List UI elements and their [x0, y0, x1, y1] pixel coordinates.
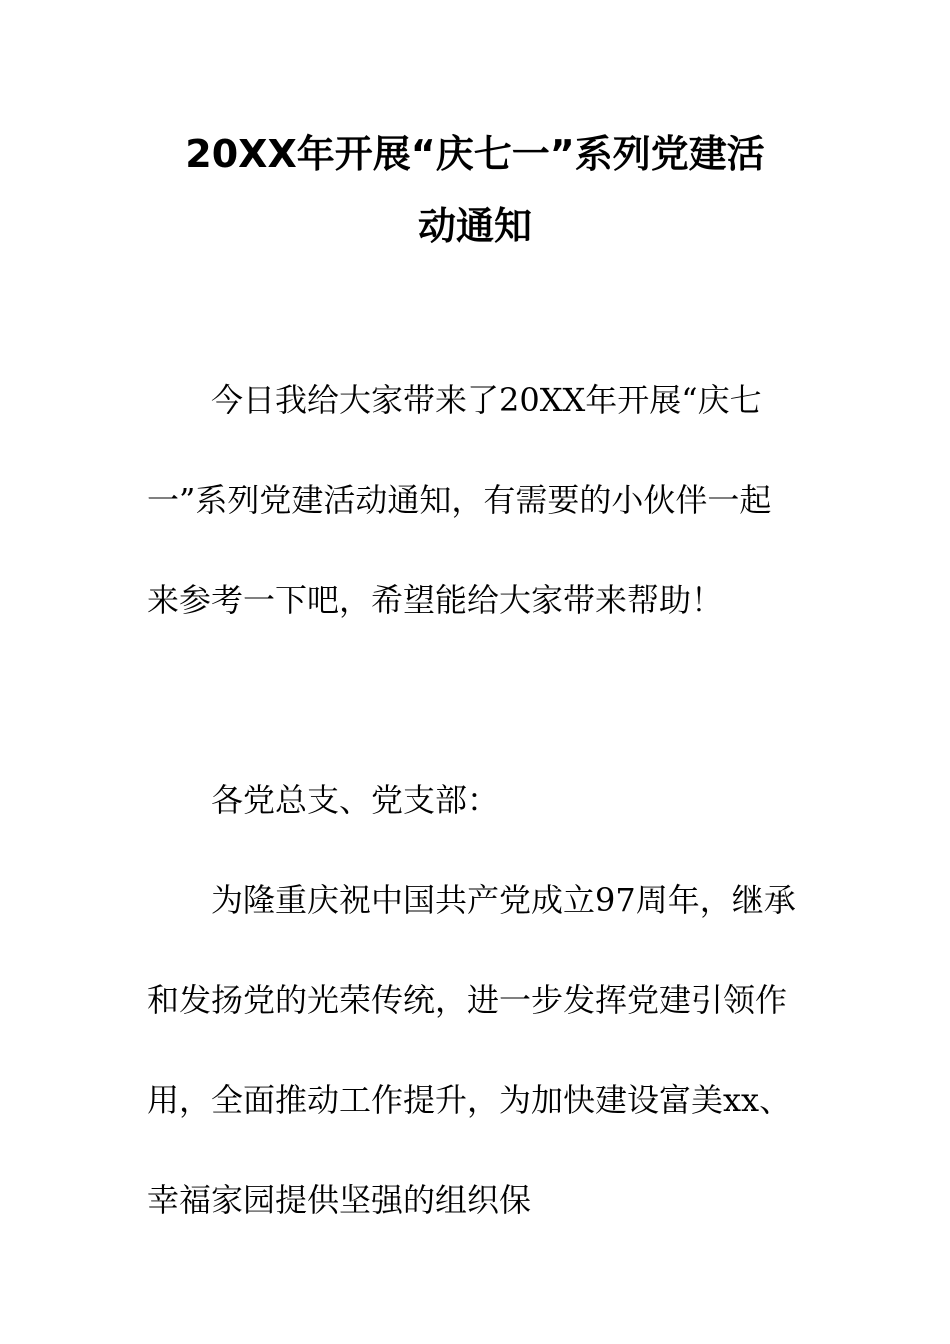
title-line-1: 20XX年开展“庆七一”系列党建活 [185, 132, 765, 176]
intro-paragraph: 今日我给大家带来了20XX年开展“庆七一”系列党建活动通知，有需要的小伙伴一起来参考一下吧，希望能给大家带来帮助！ [147, 381, 772, 619]
document-title [140, 118, 810, 262]
intro-paragraph-block [147, 350, 797, 650]
body-paragraph: 为隆重庆祝中国共产党成立97周年，继承和发扬党的光荣传统，进一步发挥党建引领作用，全面推动工作提升，为加快建设富美xx、幸福家园提供坚强的组织保 [147, 881, 796, 1219]
salutation-block [147, 750, 797, 850]
title-line-2: 动通知 [417, 204, 532, 248]
salutation: 各党总支、党支部： [211, 781, 500, 819]
body-paragraph-block [147, 850, 797, 1250]
